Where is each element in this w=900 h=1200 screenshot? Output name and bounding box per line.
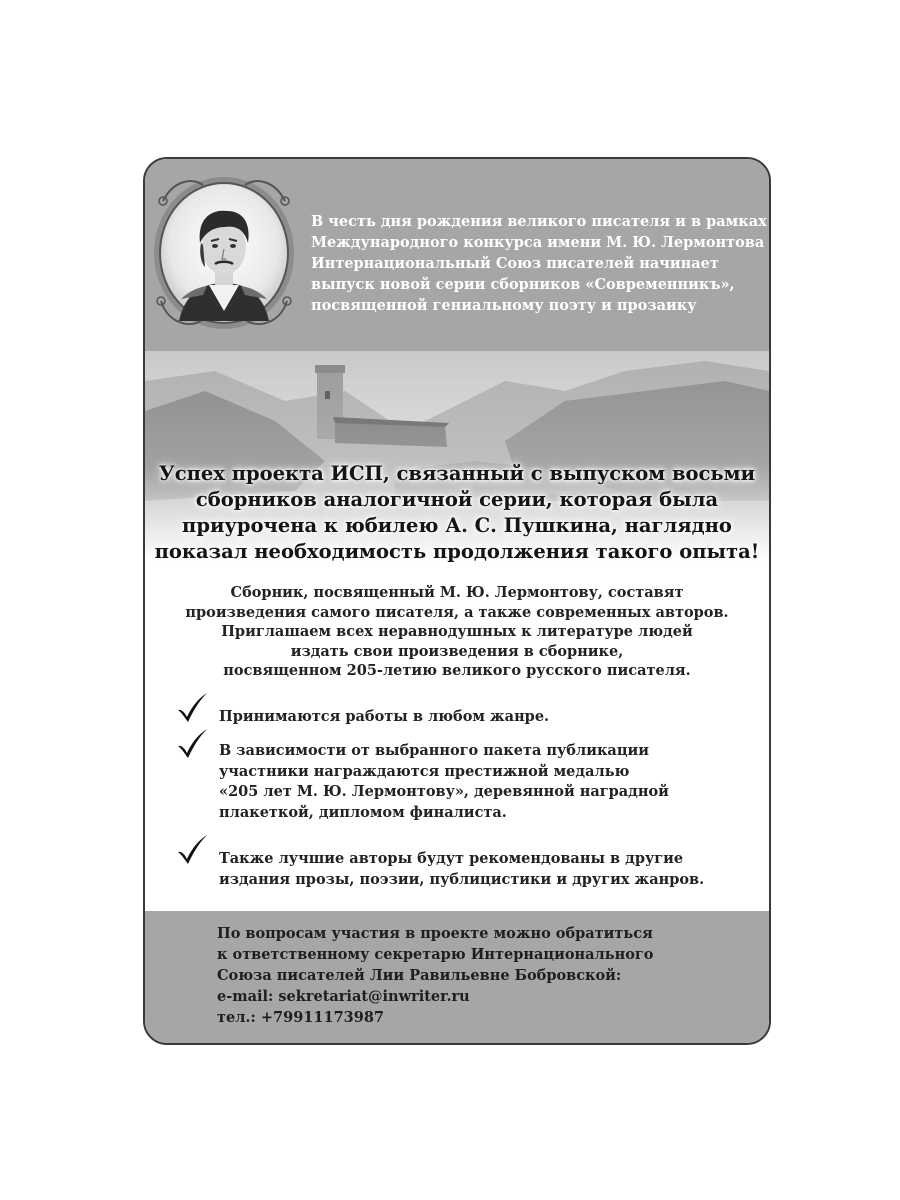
contact-panel — [145, 911, 769, 1043]
contact-line: к ответственному секретарю Интернационального — [217, 946, 654, 963]
headline-line: Успех проекта ИСП, связанный с выпуском восьми — [158, 462, 756, 485]
contact-line: Союза писателей Лии Равильевне Бобровской: — [217, 967, 622, 984]
paragraph-line: произведения самого писателя, а также современных авторов. — [185, 603, 729, 621]
description-paragraph — [145, 583, 769, 681]
checkmark-icon — [175, 691, 209, 725]
intro-line: Международного конкурса имени М. Ю. Лермонтова — [311, 234, 765, 251]
paragraph-line: Приглашаем всех неравнодушных к литературе людей — [221, 623, 693, 640]
intro-line: выпуск новой серии сборников «Современникъ», — [311, 276, 735, 293]
headline-line: приурочена к юбилею А. С. Пушкина, наглядно — [182, 514, 732, 537]
paragraph-line: посвященном 205-летию великого русского писателя. — [223, 662, 691, 679]
portrait-icon — [151, 171, 297, 333]
bullet-line: издания прозы, поэзии, публицистики и других жанров. — [219, 870, 705, 888]
headline-line: сборников аналогичной серии, которая была — [195, 488, 719, 511]
bullet-line: участники награждаются престижной медалью — [219, 762, 630, 780]
contact-text — [217, 923, 653, 1028]
intro-text — [311, 211, 767, 316]
bullet-line: В зависимости от выбранного пакета публикации — [219, 742, 650, 759]
bullet-text — [219, 741, 669, 823]
paragraph-line: издать свои произведения в сборнике, — [290, 642, 624, 660]
paragraph-line: Сборник, посвященный М. Ю. Лермонтову, составят — [230, 584, 684, 601]
bullet-line: «205 лет М. Ю. Лермонтову», деревянной наградной — [219, 783, 669, 800]
intro-line: посвященной гениальному поэту и прозаику — [311, 297, 697, 314]
bullet-line: Принимаются работы в любом жанре. — [219, 708, 550, 725]
intro-panel — [145, 159, 769, 354]
announcement-card — [143, 157, 771, 1045]
bullet-line: Также лучшие авторы будут рекомендованы в другие — [219, 850, 684, 867]
bullet-line: плакеткой, дипломом финалиста. — [219, 803, 507, 821]
headline — [145, 461, 769, 565]
headline-line: показал необходимость продолжения такого опыта! — [154, 540, 760, 563]
contact-phone[interactable]: тел.: +79911173987 — [217, 1009, 385, 1026]
checkmark-icon — [175, 727, 209, 761]
contact-line: По вопросам участия в проекте можно обратиться — [217, 925, 653, 942]
contact-email[interactable]: e-mail: sekretariat@inwriter.ru — [217, 988, 470, 1005]
intro-line: Интернациональный Союз писателей начинает — [311, 255, 719, 272]
bullet-text — [219, 849, 704, 890]
bullet-text — [219, 707, 549, 728]
checkmark-icon — [175, 833, 209, 867]
intro-line: В честь дня рождения великого писателя и в рамках — [311, 213, 767, 230]
